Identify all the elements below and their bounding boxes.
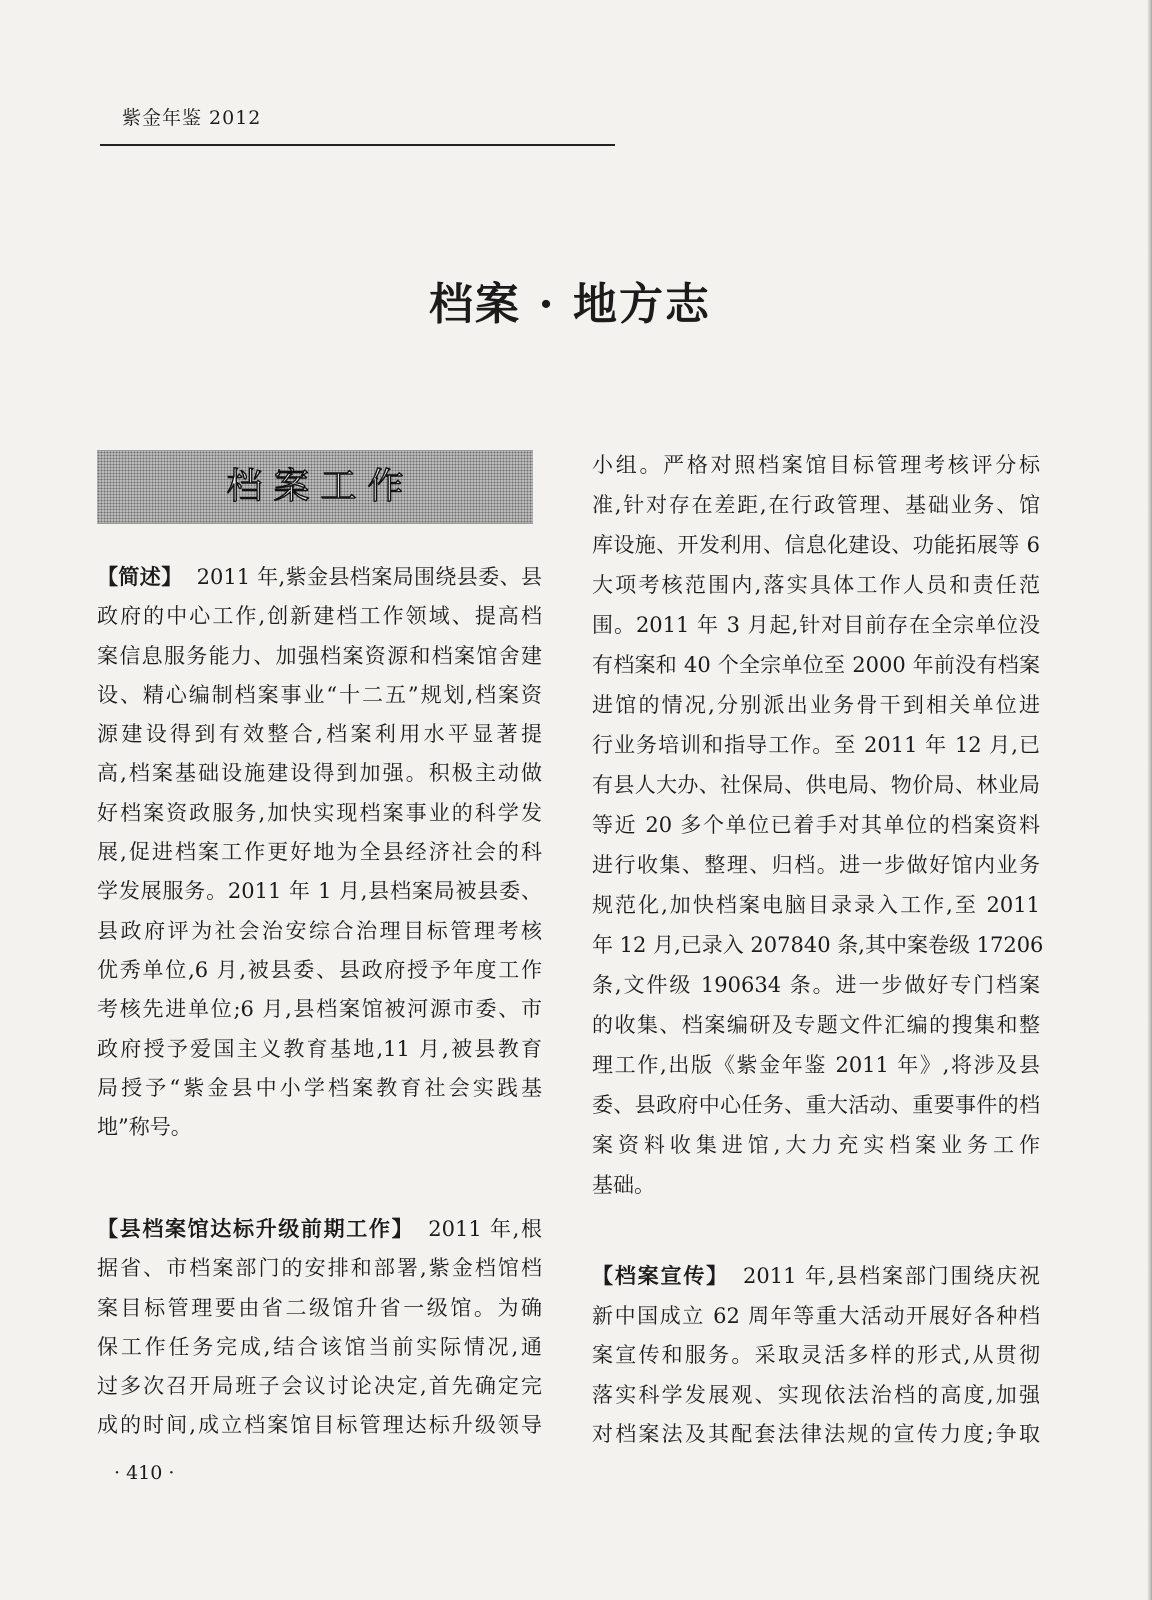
text-line: 设、精心编制档案事业“十二五”规划,档案资	[97, 682, 542, 707]
entry-archive-upgrade-continued	[592, 445, 1044, 1205]
text-line: 过多次召开局班子会议讨论决定,首先确定完	[97, 1374, 542, 1399]
text-line: 案目标管理要由省二级馆升省一级馆。为确	[97, 1295, 542, 1320]
text-line: 据省、市档案部门的安排和部署,紫金档馆档	[97, 1256, 542, 1281]
text-line: 行业务培训和指导工作。至 2011 年 12 月,已	[592, 733, 1040, 757]
text-line: 进行收集、整理、归档。进一步做好馆内业务	[592, 853, 1040, 877]
text-line: 准,针对存在差距,在行政管理、基础业务、馆	[592, 493, 1040, 517]
text-line: 理工作,出版《紫金年鉴 2011 年》,将涉及县	[592, 1053, 1040, 1077]
text-line: 大项考核范围内,落实具体工作人员和责任范	[592, 573, 1040, 597]
text-line: 进馆的情况,分别派出业务骨干到相关单位进	[592, 693, 1040, 717]
text-line: 案宣传和服务。采取灵活多样的形式,从贯彻	[592, 1343, 1040, 1367]
text-line: 年 12 月,已录入 207840 条,其中案卷级 17206	[592, 933, 1044, 957]
entry-heading: 【简述】	[97, 565, 183, 589]
text-line: 围。2011 年 3 月起,针对目前存在全宗单位没	[592, 613, 1040, 637]
text-line-segment: 2011 年,紫金县档案局围绕县委、县	[196, 565, 543, 589]
text-line: 展,促进档案工作更好地为全县经济社会的科	[97, 840, 542, 865]
text-line: 基础。	[592, 1173, 655, 1197]
text-line-segment: 2011 年,根	[428, 1217, 543, 1241]
text-line: 成的时间,成立档案馆目标管理达标升级领导	[97, 1413, 542, 1438]
text-line: 源建设得到有效整合,档案利用水平显著提	[97, 722, 542, 747]
header-rule	[100, 144, 615, 146]
running-header: 紫金年鉴 2012	[122, 107, 262, 129]
text-line: 考核先进单位;6 月,县档案馆被河源市委、市	[97, 997, 542, 1022]
entry-archive-upgrade	[97, 1210, 542, 1446]
text-line: 小组。严格对照档案馆目标管理考核评分标	[592, 453, 1040, 477]
text-line-segment: 2011 年,县档案部门围绕庆祝	[743, 1264, 1040, 1288]
text-line: 等近 20 多个单位已着手对其单位的档案资料	[592, 813, 1040, 837]
text-line: 好档案资政服务,加快实现档案事业的科学发	[97, 800, 542, 825]
text-line: 高,档案基础设施建设得到加强。积极主动做	[97, 761, 542, 786]
text-line: 新中国成立 62 周年等重大活动开展好各种档	[592, 1303, 1040, 1328]
text-line: 条,文件级 190634 条。进一步做好专门档案	[592, 973, 1040, 997]
text-line: 县政府评为社会治安综合治理目标管理考核	[97, 918, 542, 943]
text-line: 政府的中心工作,创新建档工作领域、提高档	[97, 604, 542, 629]
text-line	[592, 1257, 1040, 1297]
text-line: 库设施、开发利用、信息化建设、功能拓展等 6	[592, 533, 1040, 557]
text-line: 委、县政府中心任务、重大活动、重要事件的档	[592, 1093, 1040, 1117]
text-line: 政府授予爱国主义教育基地,11 月,被县教育	[97, 1036, 542, 1061]
text-line: 地”称号。	[97, 1115, 192, 1140]
entry-archive-publicity	[592, 1257, 1040, 1455]
text-line: 案资料收集进馆,大力充实档案业务工作	[592, 1133, 1040, 1157]
page-number: · 410 ·	[114, 1462, 175, 1484]
text-line: 有档案和 40 个全宗单位至 2000 年前没有档案	[592, 653, 1040, 677]
text-line: 的收集、档案编研及专题文件汇编的搜集和整	[592, 1013, 1040, 1037]
entry-heading: 【县档案馆达标升级前期工作】	[97, 1217, 415, 1241]
entry-overview	[97, 558, 542, 1147]
section-title: 档案工作	[226, 466, 415, 507]
text-line	[97, 1210, 542, 1249]
section-banner	[97, 450, 533, 524]
scan-edge	[1147, 0, 1152, 1600]
text-line: 案信息服务能力、加强档案资源和档案馆舍建	[97, 643, 542, 668]
text-line: 规范化,加快档案电脑目录录入工作,至 2011	[592, 893, 1040, 917]
text-line: 学发展服务。2011 年 1 月,县档案局被县委、	[97, 879, 542, 904]
text-line: 对档案法及其配套法律法规的宣传力度;争取	[592, 1422, 1040, 1446]
text-line: 有县人大办、社保局、供电局、物价局、林业局	[592, 773, 1040, 797]
text-line: 落实科学发展观、实现依法治档的高度,加强	[592, 1382, 1040, 1407]
chapter-title: 档案 · 地方志	[429, 279, 711, 330]
text-line: 局授予“紫金县中小学档案教育社会实践基	[97, 1075, 542, 1100]
entry-heading: 【档案宣传】	[592, 1264, 730, 1288]
text-line: 保工作任务完成,结合该馆当前实际情况,通	[97, 1334, 542, 1359]
text-line	[97, 558, 542, 597]
text-line: 优秀单位,6 月,被县委、县政府授予年度工作	[97, 957, 542, 982]
